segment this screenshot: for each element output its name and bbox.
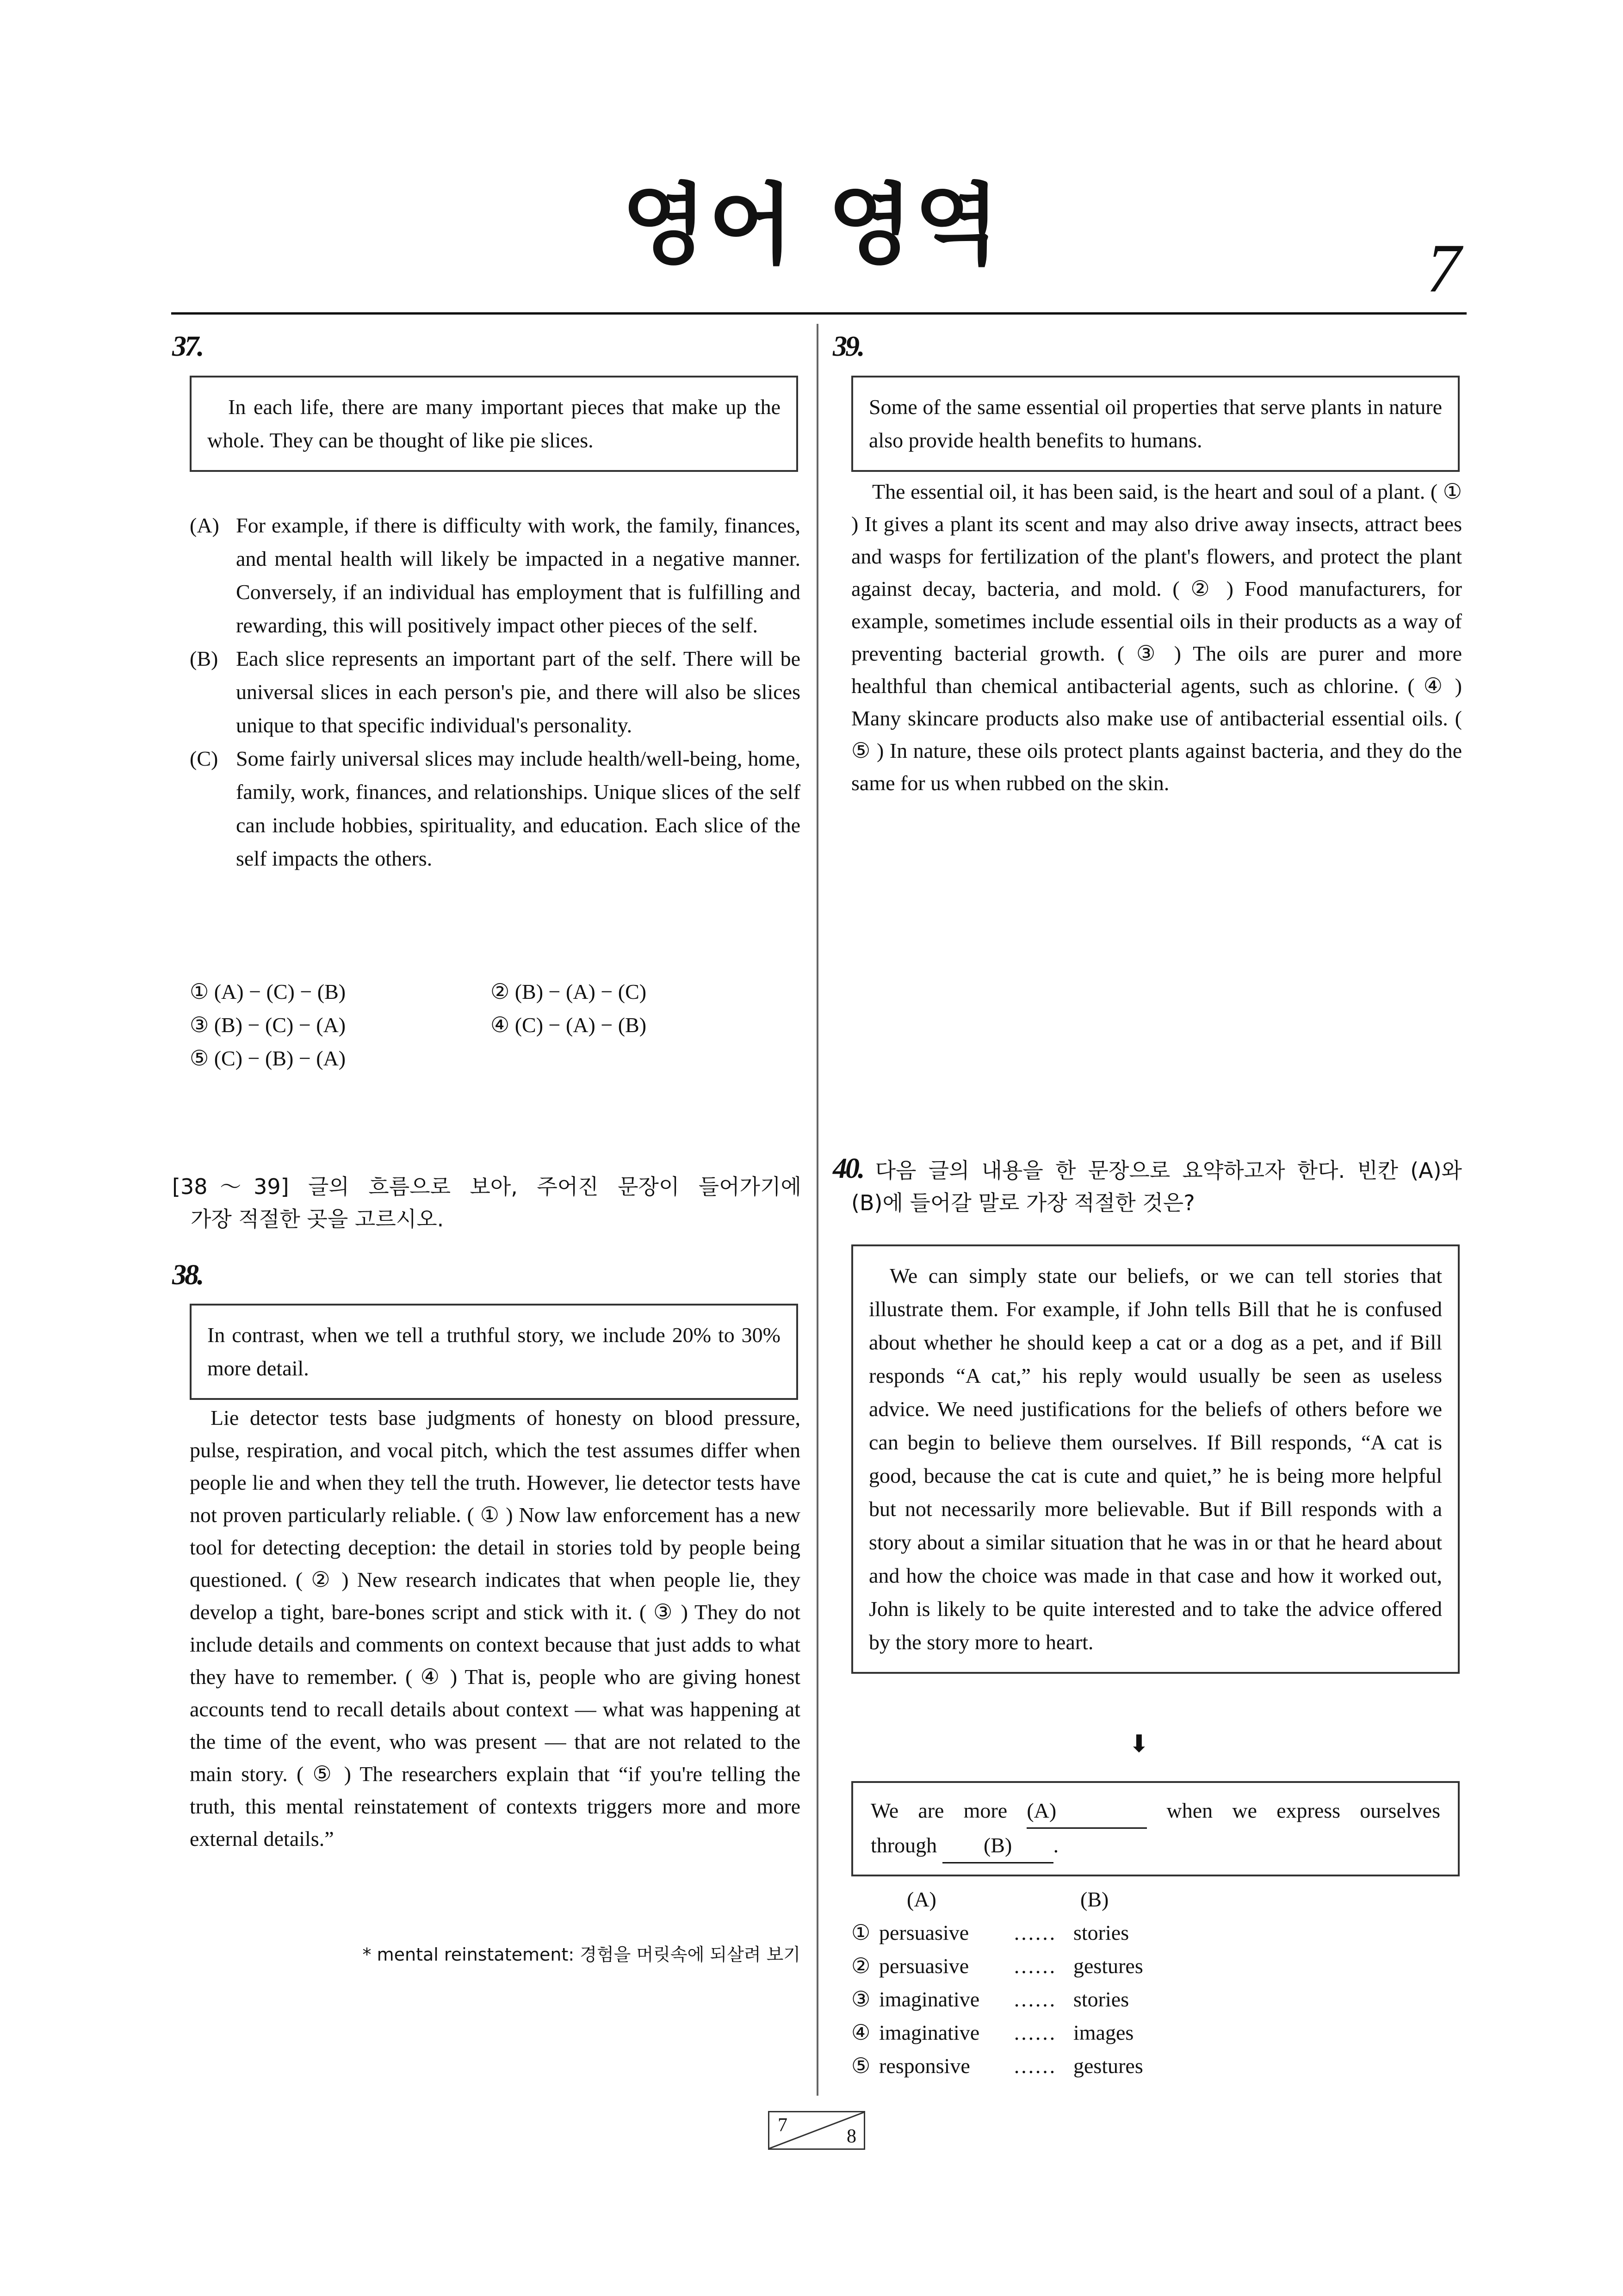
choice-dots: …… bbox=[1013, 2054, 1056, 2078]
choice-b: gestures bbox=[1073, 2054, 1143, 2078]
choice-dots: …… bbox=[1013, 2021, 1056, 2044]
section-title: 영어 영역 bbox=[621, 174, 1002, 276]
choice-num: ⑤ bbox=[851, 2054, 871, 2078]
q40-instruction-line-1 bbox=[833, 1154, 1462, 1187]
q38-number: 38. bbox=[172, 1259, 203, 1291]
q40-summary-part1: We are more bbox=[871, 1799, 1008, 1822]
q37-given-box: In each life, there are many important pieces that make up the whole. They can be thought of like pie slices. bbox=[190, 376, 798, 472]
q40-summary-part3: through bbox=[871, 1833, 937, 1857]
choice-num: ① bbox=[851, 1921, 871, 1944]
arrow-down-icon: ⬇ bbox=[1129, 1730, 1149, 1758]
header-divider bbox=[171, 312, 1467, 315]
blank-b: (B) bbox=[942, 1829, 1053, 1863]
choice-num: ④ bbox=[851, 2021, 871, 2044]
choice-dots: …… bbox=[1013, 1987, 1056, 2011]
choice-b: images bbox=[1073, 2021, 1134, 2044]
q40-number: 40. bbox=[833, 1153, 863, 1184]
choice-b: gestures bbox=[1073, 1954, 1143, 1978]
instruction-line-1: [38～39] 글의 흐름으로 보아, 주어진 문장이 들어가기에 bbox=[172, 1174, 801, 1199]
q38-footnote: * mental reinstatement: 경험을 머릿속에 되살려 보기 bbox=[362, 1944, 800, 1965]
q39-passage: The essential oil, it has been said, is the heart and soul of a plant. ( ① ) It gives a plant its scent and may also drive away insects, attract bees and wasps for fertilization of the plant's flowers, and protect the plant against decay, bacteria, and mold. ( ② ) Food manufacturers, for example, sometimes include essential oils in their products as a way of preventing bacterial growth. ( ③ ) The oils are purer and more healthful than chemical antibacterial agents, such as chlorine. ( ④ ) Many skincare products also make use of antibacterial essential oils. ( ⑤ ) In nature, these oils protect plants against bacteria, and they do the same for us when rubbed on the skin. bbox=[851, 480, 1462, 795]
instruction-38-39 bbox=[172, 1170, 801, 1235]
q37-paragraph-label: (C) bbox=[190, 747, 218, 770]
q37-paragraphs bbox=[190, 509, 800, 875]
q40-choice-4[interactable] bbox=[851, 2016, 1143, 2049]
q37-paragraph-text: Each slice represents an important part of the self. There will be universal slices in each person's pie, and there will also be slices unique to that specific individual's personality. bbox=[236, 647, 800, 737]
q37-paragraph-text: Some fairly universal slices may include health/well-being, home, family, work, finances, and relationships. Unique slices of the self can include hobbies, spirituality, and education. Each slice of the self impacts the others. bbox=[236, 747, 800, 870]
choice-num: ② bbox=[851, 1954, 871, 1978]
q38-given-box: In contrast, when we tell a truthful story, we include 20% to 30% more detail. bbox=[190, 1304, 798, 1400]
q40-choice-5[interactable] bbox=[851, 2049, 1143, 2083]
q37-paragraph-text: For example, if there is difficulty with work, the family, finances, and mental health will likely be impacted in a negative manner. Conversely, if an individual has employment that is fulfilling and rewarding, this will positively impact other pieces of the self. bbox=[236, 514, 800, 637]
q40-summary-part2: when we express ourselves bbox=[1166, 1799, 1440, 1822]
choice-b: stories bbox=[1073, 1987, 1129, 2011]
q40-header bbox=[833, 1154, 1462, 1219]
q40-header-a: (A) bbox=[907, 1888, 936, 1911]
footer-page-right: 8 bbox=[847, 2126, 856, 2147]
footer-page-left: 7 bbox=[778, 2115, 787, 2136]
page-number: 7 bbox=[1426, 230, 1461, 307]
q37-paragraph-label: (B) bbox=[190, 647, 218, 670]
q37-choice-5[interactable]: ⑤ (C) − (B) − (A) bbox=[190, 1046, 346, 1070]
q40-summary-line-1 bbox=[871, 1794, 1440, 1829]
q40-summary-line-2 bbox=[871, 1829, 1440, 1863]
q40-choice-3[interactable] bbox=[851, 1983, 1143, 2016]
column-divider bbox=[817, 324, 818, 2096]
choice-a: persuasive bbox=[879, 1954, 969, 1978]
q37-paragraph-label: (A) bbox=[190, 514, 219, 537]
q40-choices bbox=[851, 1916, 1143, 2083]
choice-a: imaginative bbox=[879, 2021, 980, 2044]
choice-b: stories bbox=[1073, 1921, 1129, 1944]
q40-instruction-line-2: (B)에 들어갈 말로 가장 적절한 것은? bbox=[851, 1190, 1195, 1215]
q40-choice-2[interactable] bbox=[851, 1949, 1143, 1983]
q37-paragraph-a bbox=[190, 509, 800, 642]
choice-dots: …… bbox=[1013, 1921, 1056, 1944]
q40-header-b: (B) bbox=[1080, 1888, 1109, 1911]
q37-choice-4[interactable]: ④ (C) − (A) − (B) bbox=[490, 1013, 647, 1037]
q40-summary-box bbox=[851, 1781, 1460, 1876]
q37-paragraph-c bbox=[190, 742, 800, 875]
q39-number: 39. bbox=[833, 331, 863, 362]
choice-a: imaginative bbox=[879, 1987, 980, 2011]
q38-passage: Lie detector tests base judgments of honesty on blood pressure, pulse, respiration, and vocal pitch, which the test assumes differ when people lie and when they tell the truth. However, lie detector tests have not proven particularly reliable. ( ① ) Now law enforcement has a new tool for detecting deception: the detail in stories told by people being questioned. ( ② ) New research indicates that when people lie, they develop a tight, bare-bones script and stick with it. ( ③ ) They do not include details and comments on context because that just adds to what they have to remember. ( ④ ) That is, people who are giving honest accounts tend to recall details about context — what was happening at the time of the event, who was present — that are not related to the main story. ( ⑤ ) The researchers explain that “if you're telling the truth, this mental reinstatement of contexts triggers more and more external details.” bbox=[190, 1406, 800, 1850]
q40-instruction-text: 다음 글의 내용을 한 문장으로 요약하고자 한다. 빈칸 (A)와 bbox=[875, 1158, 1462, 1183]
q40-summary-end: . bbox=[1053, 1833, 1059, 1857]
q40-passage-box: We can simply state our beliefs, or we can tell stories that illustrate them. For example, if John tells Bill that he is confused about whether he should keep a cat or a dog as a pet, and if Bill responds “A cat,” his reply would usually be seen as useless advice. We need justifications for the beliefs of others before we can begin to believe them ourselves. If Bill responds, “A cat is good, because the cat is cute and quiet,” he is being more helpful but not necessarily more believable. But if Bill responds with a story about a similar situation that he was in or that he heard about and how the choice was made in that case and how it worked out, John is likely to be quite interested and to take the advice offered by the story more to heart. bbox=[851, 1244, 1460, 1674]
q40-choice-1[interactable] bbox=[851, 1916, 1143, 1949]
q37-paragraph-b bbox=[190, 642, 800, 742]
choice-num: ③ bbox=[851, 1987, 871, 2011]
q39-given-box: Some of the same essential oil properties that serve plants in nature also provide health benefits to humans. bbox=[851, 376, 1460, 472]
choice-a: persuasive bbox=[879, 1921, 969, 1944]
instruction-line-2: 가장 적절한 곳을 고르시오. bbox=[191, 1207, 444, 1232]
footer-page-box bbox=[768, 2111, 865, 2150]
choice-dots: …… bbox=[1013, 1954, 1056, 1978]
q37-choice-2[interactable]: ② (B) − (A) − (C) bbox=[490, 980, 647, 1003]
q37-number: 37. bbox=[172, 331, 203, 362]
q37-choice-1[interactable]: ① (A) − (C) − (B) bbox=[190, 980, 346, 1003]
q37-choice-3[interactable]: ③ (B) − (C) − (A) bbox=[190, 1013, 346, 1037]
blank-a: (A) bbox=[1027, 1794, 1147, 1829]
choice-a: responsive bbox=[879, 2054, 970, 2078]
